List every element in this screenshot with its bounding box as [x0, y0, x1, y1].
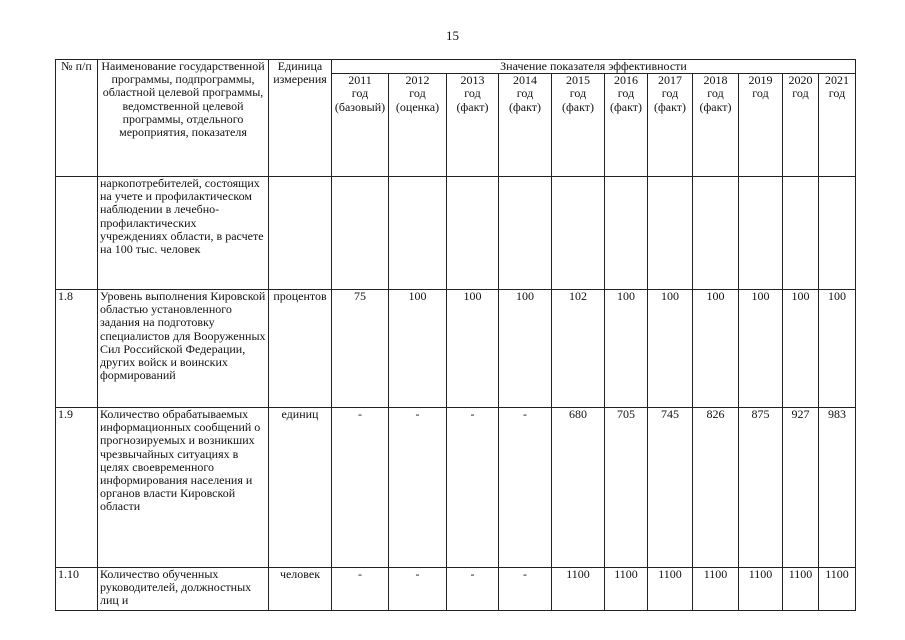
- header-year-2019: [739, 74, 783, 177]
- value-2015: 1100: [552, 568, 605, 611]
- value-2013: [447, 177, 499, 290]
- unit-of-measure: процентов: [269, 290, 332, 408]
- unit-of-measure: человек: [269, 568, 332, 611]
- header-year-l1: год: [792, 86, 809, 101]
- header-year-l2: (факт): [609, 99, 642, 114]
- header-year-l1: год: [409, 86, 426, 101]
- value-2018: 100: [693, 290, 739, 408]
- header-year-year: 2019: [748, 73, 773, 88]
- value-2016: [605, 177, 648, 290]
- table-row: [56, 177, 856, 290]
- header-year-2014: [499, 74, 552, 177]
- indicator-name: Количество обрабатываемых информационных сообщений о прогнозируемых и возникших чрезвычайных ситуациях в целях своевременного информирования населения и органов власти Кировской области: [98, 408, 269, 568]
- header-year-year: 2016: [614, 73, 638, 88]
- value-2019: 875: [739, 408, 783, 568]
- value-2019: 100: [739, 290, 783, 408]
- header-year-l2: (факт): [653, 99, 686, 114]
- value-2020: 927: [783, 408, 819, 568]
- value-2011: -: [332, 568, 389, 611]
- header-year-2015: [552, 74, 605, 177]
- header-year-2013: [447, 74, 499, 177]
- value-2021: 1100: [819, 568, 856, 611]
- table-row: [56, 568, 856, 611]
- value-2019: [739, 177, 783, 290]
- header-year-year: 2017: [658, 73, 682, 88]
- header-year-year: 2014: [513, 73, 537, 88]
- header-year-l2: (факт): [561, 99, 594, 114]
- value-2014: 100: [499, 290, 552, 408]
- header-year-2020: [783, 74, 819, 177]
- header-year-2011: [332, 74, 389, 177]
- value-2014: -: [499, 408, 552, 568]
- value-2017: 100: [648, 290, 693, 408]
- value-2018: [693, 177, 739, 290]
- header-year-year: 2011: [348, 73, 372, 88]
- header-year-year: 2020: [788, 73, 813, 88]
- header-year-l1: год: [661, 86, 679, 101]
- value-2020: 1100: [783, 568, 819, 611]
- header-year-2018: [693, 74, 739, 177]
- header-year-l2: (факт): [456, 99, 489, 114]
- value-2011: 75: [332, 290, 389, 408]
- row-number: 1.8: [56, 290, 98, 408]
- header-year-year: 2021: [825, 73, 849, 88]
- value-2021: 100: [819, 290, 856, 408]
- value-2013: 100: [447, 290, 499, 408]
- header-year-l1: год: [464, 86, 481, 101]
- value-2012: -: [389, 568, 447, 611]
- value-2012: -: [389, 408, 447, 568]
- value-2015: [552, 177, 605, 290]
- value-2017: [648, 177, 693, 290]
- header-year-2012: [389, 74, 447, 177]
- header-num: № п/п: [56, 60, 98, 177]
- header-year-year: 2018: [703, 73, 728, 88]
- value-2013: -: [447, 408, 499, 568]
- header-year-l2: (факт): [508, 99, 541, 114]
- indicator-name: Количество обученных руководителей, должностных лиц и: [98, 568, 269, 611]
- page-number: 15: [446, 28, 459, 43]
- table-row: [56, 408, 856, 568]
- header-year-2021: [819, 74, 856, 177]
- header-year-l1: год: [828, 86, 846, 101]
- value-2021: [819, 177, 856, 290]
- value-2014: [499, 177, 552, 290]
- header-year-year: 2015: [566, 73, 590, 88]
- unit-of-measure: единиц: [269, 408, 332, 568]
- value-2013: -: [447, 568, 499, 611]
- value-2016: 1100: [605, 568, 648, 611]
- header-year-l2: (оценка): [395, 99, 440, 114]
- value-2021: 983: [819, 408, 856, 568]
- value-2016: 705: [605, 408, 648, 568]
- value-2012: [389, 177, 447, 290]
- header-year-l1: год: [516, 86, 534, 101]
- indicator-name: наркопотребителей, состоящих на учете и профилактическом наблюдении в лечебно-профилактических учреждениях области, в расчете на 100 тыс. человек: [98, 177, 269, 290]
- row-number: 1.10: [56, 568, 98, 611]
- header-year-2017: [648, 74, 693, 177]
- unit-of-measure: [269, 177, 332, 290]
- value-2018: 1100: [693, 568, 739, 611]
- value-2017: 1100: [648, 568, 693, 611]
- value-2011: -: [332, 408, 389, 568]
- header-year-2016: [605, 74, 648, 177]
- row-number: 1.9: [56, 408, 98, 568]
- value-2020: [783, 177, 819, 290]
- header-year-l2: (факт): [699, 99, 732, 114]
- header-year-l1: год: [617, 86, 635, 101]
- header-year-l1: год: [707, 86, 724, 101]
- header-unit: Единица измерения: [269, 60, 332, 177]
- value-2017: 745: [648, 408, 693, 568]
- efficiency-indicators-table: [55, 59, 856, 611]
- value-2019: 1100: [739, 568, 783, 611]
- value-2011: [332, 177, 389, 290]
- header-year-l1: год: [752, 86, 769, 101]
- header-group: Значение показателя эффективности: [332, 60, 856, 74]
- table-row: [56, 290, 856, 408]
- header-year-l1: год: [351, 86, 369, 101]
- row-number: [56, 177, 98, 290]
- header-year-year: 2013: [460, 73, 485, 88]
- indicator-name: Уровень выполнения Кировской областью установленного задания на подготовку специалистов для Вооруженных Сил Российской Федерации, других войск и воинских формирований: [98, 290, 269, 408]
- header-name: Наименование государственной программы, подпрограммы, областной целевой программы, ведомственной целевой программы, отдельного мероприятия, показателя: [98, 60, 269, 177]
- value-2015: 102: [552, 290, 605, 408]
- header-year-year: 2012: [405, 73, 430, 88]
- header-row: [56, 60, 856, 74]
- value-2016: 100: [605, 290, 648, 408]
- value-2020: 100: [783, 290, 819, 408]
- value-2014: -: [499, 568, 552, 611]
- header-year-l2: (базовый): [334, 99, 386, 114]
- value-2015: 680: [552, 408, 605, 568]
- header-year-l1: год: [569, 86, 587, 101]
- value-2018: 826: [693, 408, 739, 568]
- value-2012: 100: [389, 290, 447, 408]
